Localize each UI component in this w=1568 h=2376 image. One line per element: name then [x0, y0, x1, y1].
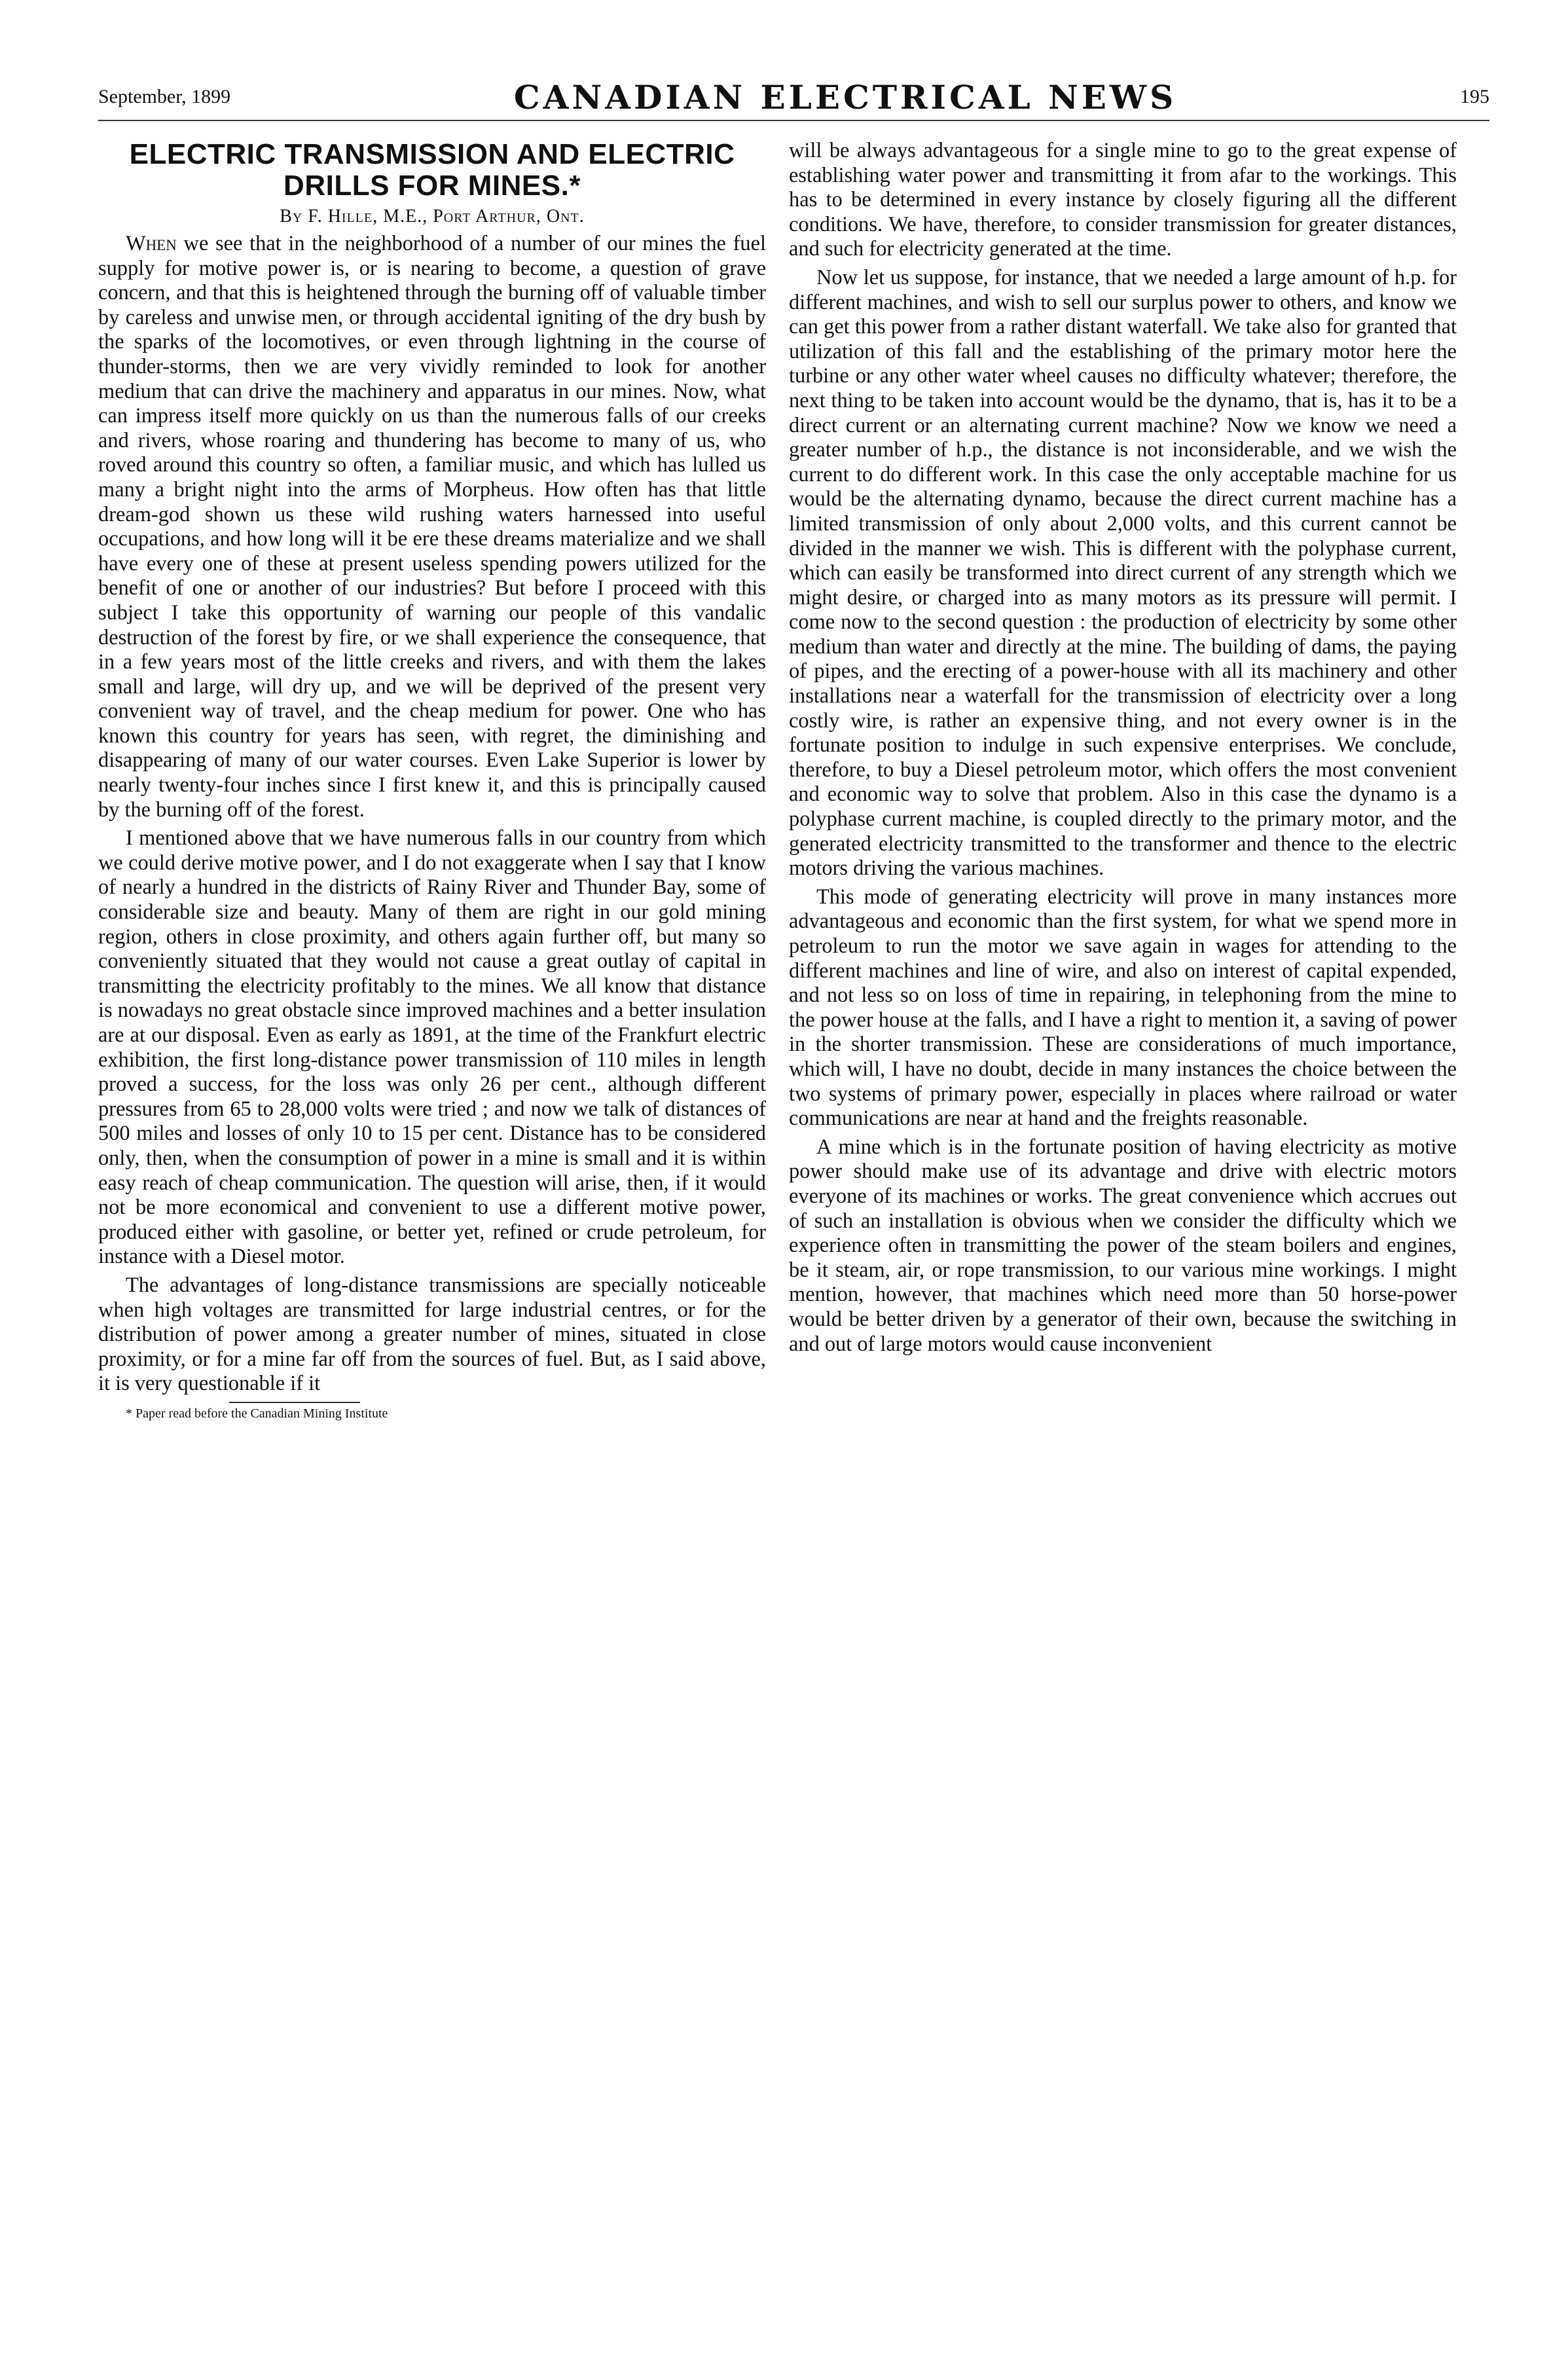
paragraph-text: A mine which is in the fortunate position of having electricity as motive power should make use of its advantage and drive with electric motors everyone of its machines or works. The great convenience which accrues out of such an installation is obvious when we consider the difficulty which we experience often in transmitting the power of the steam boilers and engines, be it steam, air, or rope transmission, to our various mine workings. I might mention, however, that machines which need more than 50 horse-power would be better driven by a generator of their own, because the switching in and out of large motors would cause inconvenient — [789, 1135, 1457, 1356]
drop-lead: When — [126, 232, 177, 255]
paragraph — [98, 232, 766, 822]
footnote-rule — [229, 1402, 360, 1403]
paragraph-text: will be always advantageous for a single mine to go to the great expense of establishing water power and transmitting it from afar to the workings. This has to be determined in every instance by closely figuring all the different conditions. We have, therefore, to consider transmission for greater distances, and such for electricity generated at the time. — [789, 139, 1457, 261]
paragraph — [98, 826, 766, 1270]
article-title: ELECTRIC TRANSMISSION AND ELECTRIC DRILLS FOR MINES.* — [129, 138, 735, 202]
paragraph-text: we see that in the neighborhood of a number of our mines the fuel supply for motive power is, or is nearing to become, a question of grave concern, and that this is heightened through the burning off of valuable timber by careless and unwise men, or through accidental igniting of the dry bush by the sparks of the locomotives, or even through lightning in the course of thunder-storms, then we are very vividly reminded to look for another medium that can drive the machinery and apparatus in our mines. Now, what can impress itself more quickly on us than the numerous falls of our creeks and rivers, whose roaring and thundering has become to many of us, who roved around this country so often, a familiar music, and which has lulled us many a bright night into the arms of Morpheus. How often has that little dream-god shown us these wild rushing waters harnessed into useful occupations, and how long will it be ere these dreams materialize and we shall have every one of these at present useless spending powers utilized for the benefit of one or another of our industries? But before I proceed with this subject I take this opportunity of warning our people of this vandalic destruction of the forest by fire, or we shall experience the consequence, that in a few years most of the little creeks and rivers, and with them the lakes small and large, will dry up, and we will be deprived of the present very convenient way of travel, and the cheap medium for power. One who has known this country for years has seen, with regret, the diminishing and disappearing of many of our water courses. Even Lake Superior is lower by nearly twenty-four inches since I first knew it, and this is principally caused by the burning off of the forest. — [98, 232, 766, 822]
right-column — [789, 139, 1457, 1361]
running-head — [98, 77, 1489, 117]
paragraph — [789, 1135, 1457, 1357]
paragraph-text: I mentioned above that we have numerous falls in our country from which we could derive motive power, and I do not exaggerate when I say that I know of nearly a hundred in the districts of Rainy River and Thunder Bay, some of considerable size and beauty. Many of them are right in our gold mining region, others in close proximity, and others again further off, but many so conveniently situated that they would not cause a great outlay of capital in transmitting the electricity profitably to the mines. We all know that distance is nowadays no great obstacle since improved machines and a better insulation are at our disposal. Even as early as 1891, at the time of the Frankfurt electric exhibition, the first long-distance power transmission of 110 miles in length proved a success, for the loss was only 26 per cent., although different pressures from 65 to 28,000 volts were tried ; and now we talk of distances of 500 miles and losses of only 10 to 15 per cent. Distance has to be considered only, then, when the consumption of power in a mine is small and it is within easy reach of cheap communication. The question will arise, then, if it would not be more economical and convenient to use a different motive power, produced either with gasoline, or better yet, refined or crude petroleum, for instance with a Diesel motor. — [98, 826, 766, 1269]
paragraph — [789, 139, 1457, 262]
paragraph-text: This mode of generating electricity will prove in many instances more advantageous and economic than the first system, for what we spend more in petroleum to run the motor we save again in wages for attending to the different machines and line of wire, and also on interest of capital expended, and not less so on loss of time in repairing, in telephoning from the mine to the power house at the falls, and I have a right to mention it, a saving of power in the shorter transmission. These are considerations of much importance, which will, I have no doubt, decide in many instances the choice between the two systems of primary power, especially in places where railroad or water communications are near at hand and the freights reasonable. — [789, 885, 1457, 1131]
paragraph-text: The advantages of long-distance transmissions are specially noticeable when high voltages are transmitted for large industrial centres, or for the distribution of power among a greater number of mines, situated in close proximity, or for a mine far off from the sources of fuel. But, as I said above, it is very questionable if it — [98, 1273, 766, 1396]
footnote: * Paper read before the Canadian Mining Institute — [126, 1406, 388, 1421]
paragraph — [789, 885, 1457, 1131]
paragraph — [789, 266, 1457, 881]
header-rule — [98, 120, 1489, 121]
byline: By F. Hille, M.E., Port Arthur, Ont. — [280, 206, 585, 227]
paragraph-text: Now let us suppose, for instance, that we needed a large amount of h.p. for different machines, and wish to sell our surplus power to others, and know we can get this power from a rather distant waterfall. We take also for granted that utilization of this fall and the establishing of the primary motor here the turbine or any other water wheel causes no difficulty whatever; therefore, the next thing to be taken into account would be the dynamo, that is, has it to be a direct current or an alternating current machine? Now we know we need a greater number of h.p., the distance is not inconsiderable, and we wish the current to do different work. In this case the only acceptable machine for us would be the alternating dynamo, because the direct current machine has a limited transmission of only about 2,000 volts, and this current cannot be divided in the manner we wish. This is different with the polyphase current, which can easily be transformed into direct current of any strength which we might desire, or charged into as many motors as its pressure will permit. I come now to the second question : the production of electricity by some other medium than water and directly at the mine. The building of dams, the paying of pipes, and the erecting of a power-house with all its machinery and other installations near a waterfall for the transmission of electricity over a long costly wire, is rather an expensive thing, and not every owner is in the fortunate position to indulge in such expensive enterprises. We conclude, therefore, to buy a Diesel petroleum motor, which offers the most convenient and economic way to solve that problem. Also in this case the dynamo is a polyphase current machine, is coupled directly to the primary motor, and the generated electricity transmitted to the transformer and thence to the electric motors driving the various machines. — [789, 265, 1457, 881]
page-number: 195 — [1459, 86, 1489, 107]
issue-date: September, 1899 — [98, 86, 231, 107]
journal-title: CANADIAN ELECTRICAL NEWS — [513, 77, 1177, 117]
left-column — [98, 139, 766, 1425]
paragraph — [98, 1273, 766, 1397]
